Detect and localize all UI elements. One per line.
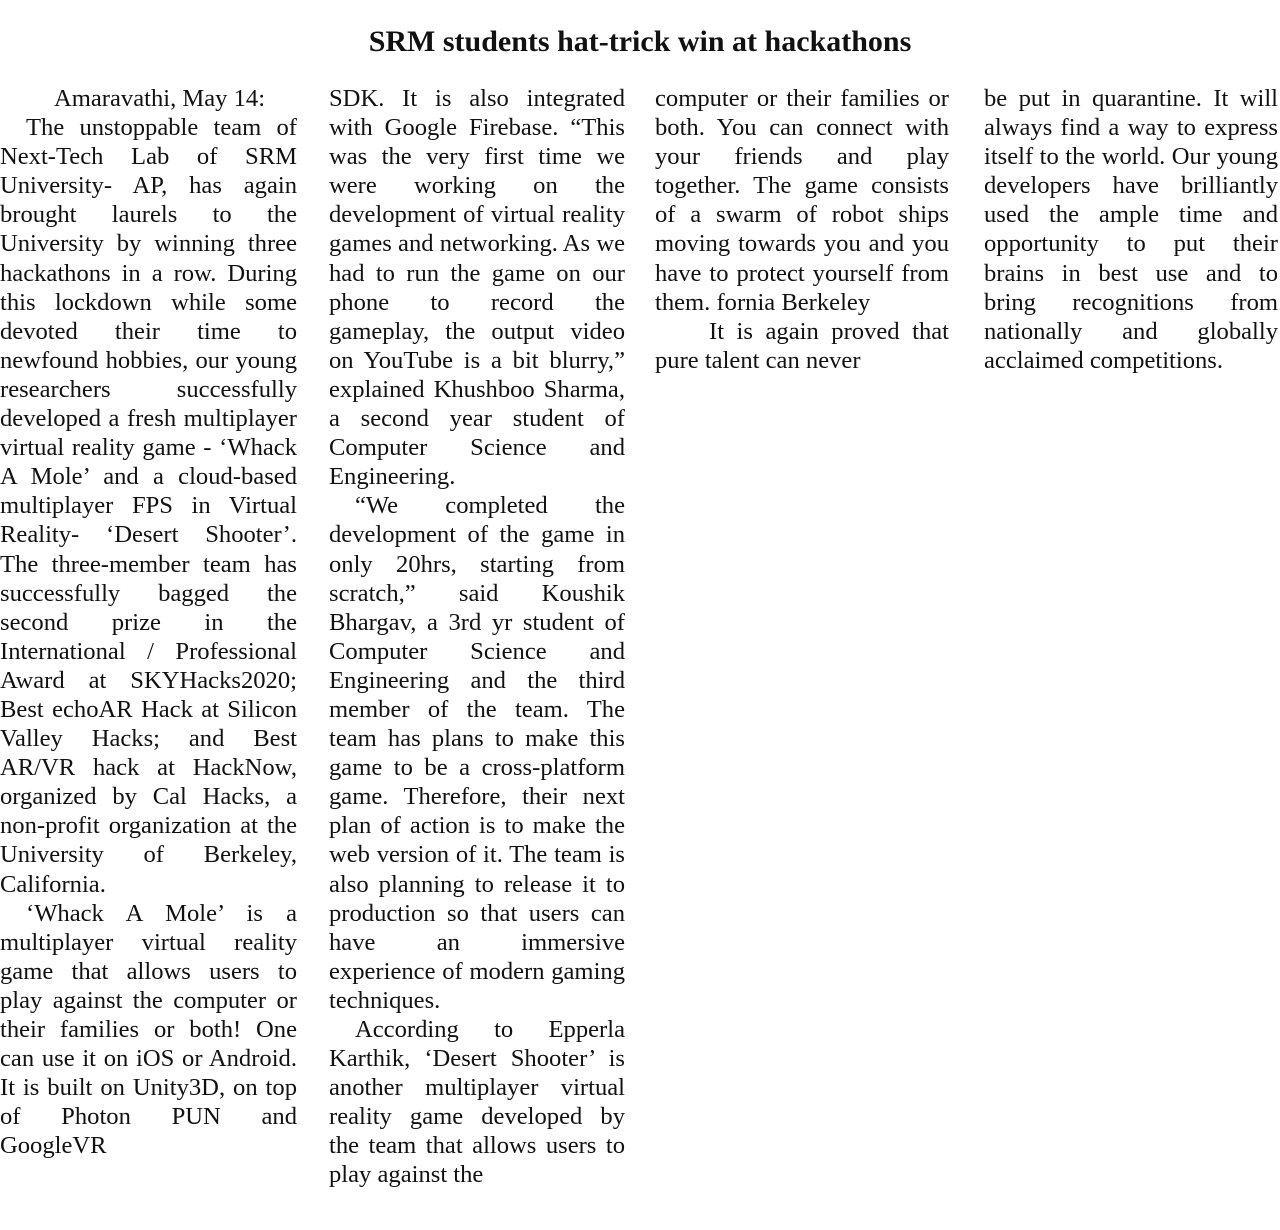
article-column-1	[0, 84, 297, 1160]
paragraph: be put in quarantine. It will always find a way to express itself to the world. Our young developers have brilliantly used the ample time and opportunity to put their brains in best use and to bring recognitions from nationally and globally acclaimed competitions.	[984, 85, 1278, 374]
article-column-2	[329, 84, 625, 1190]
article-column-3	[655, 84, 949, 375]
paragraph: ‘Whack A Mole’ is a multiplayer virtual reality game that allows users to play against the computer or their families or both! One can use it on iOS or Android. It is built on Unity3D, on top of Photon PUN and GoogleVR	[0, 899, 297, 1160]
article-headline: SRM students hat-trick win at hackathons	[368, 25, 912, 58]
paragraph: SDK. It is also integrated with Google Firebase. “This was the very first time we were working on the development of virtual reality games and networking. As we had to run the game on our phone to record the gameplay, the output video on YouTube is a bit blurry,” explained Khushboo Sharma, a second year student of Computer Science and Engineering.	[329, 85, 625, 491]
paragraph: According to Epperla Karthik, ‘Desert Shooter’ is another multiplayer virtual reality game developed by the team that allows users to play against the	[329, 1016, 625, 1189]
paragraph: The unstoppable team of Next-Tech Lab of SRM University- AP, has again brought laurels to the University by winning three hackathons in a row. During this lockdown while some devoted their time to newfound hobbies, our young researchers successfully developed a fresh multiplayer virtual reality game - ‘Whack A Mole’ and a cloud-based multiplayer FPS in Virtual Reality- ‘Desert Shooter’. The three-member team has successfully bagged the second prize in the International / Professional Award at SKYHacks2020; Best echoAR Hack at Silicon Valley Hacks; and Best AR/VR hack at HackNow, organized by Cal Hacks, a non-profit organization at the University of Berkeley, California.	[0, 114, 297, 898]
article-column-4	[984, 84, 1278, 375]
dateline: Amaravathi, May 14:	[54, 85, 266, 112]
paragraph: “We completed the development of the game in only 20hrs, starting from scratch,” said Koushik Bhargav, a 3rd yr student of Computer Science and Engineering and the third member of the team. The team has plans to make this game to be a cross-platform game. Therefore, their next plan of action is to make the web version of it. The team is also planning to release it to production so that users can have an immersive experience of modern gaming techniques.	[329, 492, 625, 1014]
paragraph: It is again proved that pure talent can never	[655, 317, 949, 374]
paragraph: computer or their families or both. You can connect with your friends and play together. The game consists of a swarm of robot ships moving towards you and you have to protect yourself from them. fornia Berkeley	[655, 85, 949, 316]
